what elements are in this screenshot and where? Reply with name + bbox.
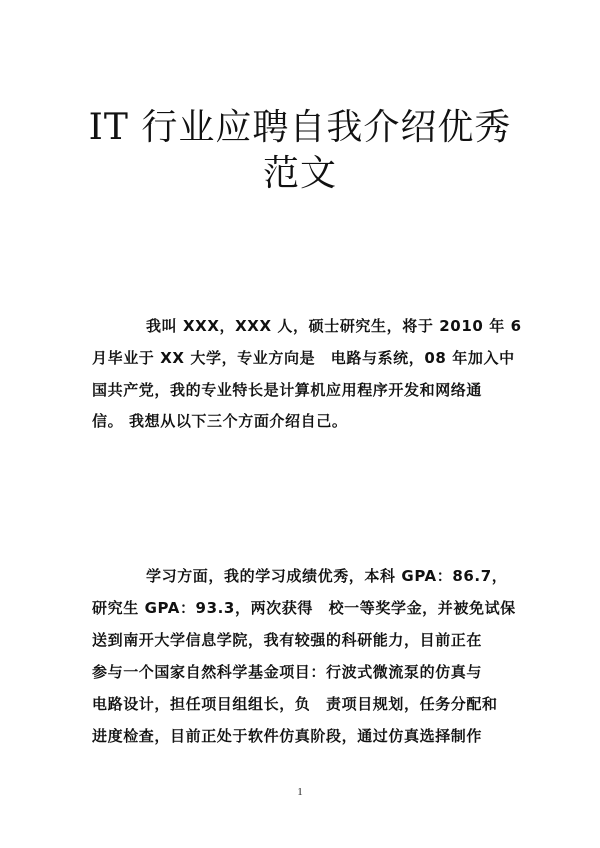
paragraph-line: 参与一个国家自然科学基金项目：行波式微流泵的仿真与 xyxy=(92,663,483,681)
paragraph-line: 国共产党，我的专业特长是计算机应用程序开发和网络通 xyxy=(92,381,483,399)
paragraph-line: 学习方面，我的学习成绩优秀，本科 GPA：86.7， xyxy=(146,567,508,585)
document-title-line-1: IT 行业应聘自我介绍优秀 xyxy=(88,107,512,148)
paragraph-line: 信。 我想从以下三个方面介绍自己。 xyxy=(92,412,348,430)
paragraph-line: 进度检查，目前正处于软件仿真阶段，通过仿真选择制作 xyxy=(92,727,483,745)
page-number: 1 xyxy=(297,786,303,798)
paragraph-line: 电路设计，担任项目组组长，负 责项目规划，任务分配和 xyxy=(92,695,498,713)
paragraph-line: 月毕业于 XX 大学，专业方向是 电路与系统，08 年加入中 xyxy=(92,349,515,367)
paragraph-line: 我叫 XXX，XXX 人，硕士研究生，将于 2010 年 6 xyxy=(146,317,522,335)
paragraph-line: 送到南开大学信息学院，我有较强的科研能力，目前正在 xyxy=(92,631,483,649)
paragraph-line: 研究生 GPA：93.3，两次获得 校一等奖学金，并被免试保 xyxy=(92,599,516,617)
document-title-line-2: 范文 xyxy=(262,153,337,194)
